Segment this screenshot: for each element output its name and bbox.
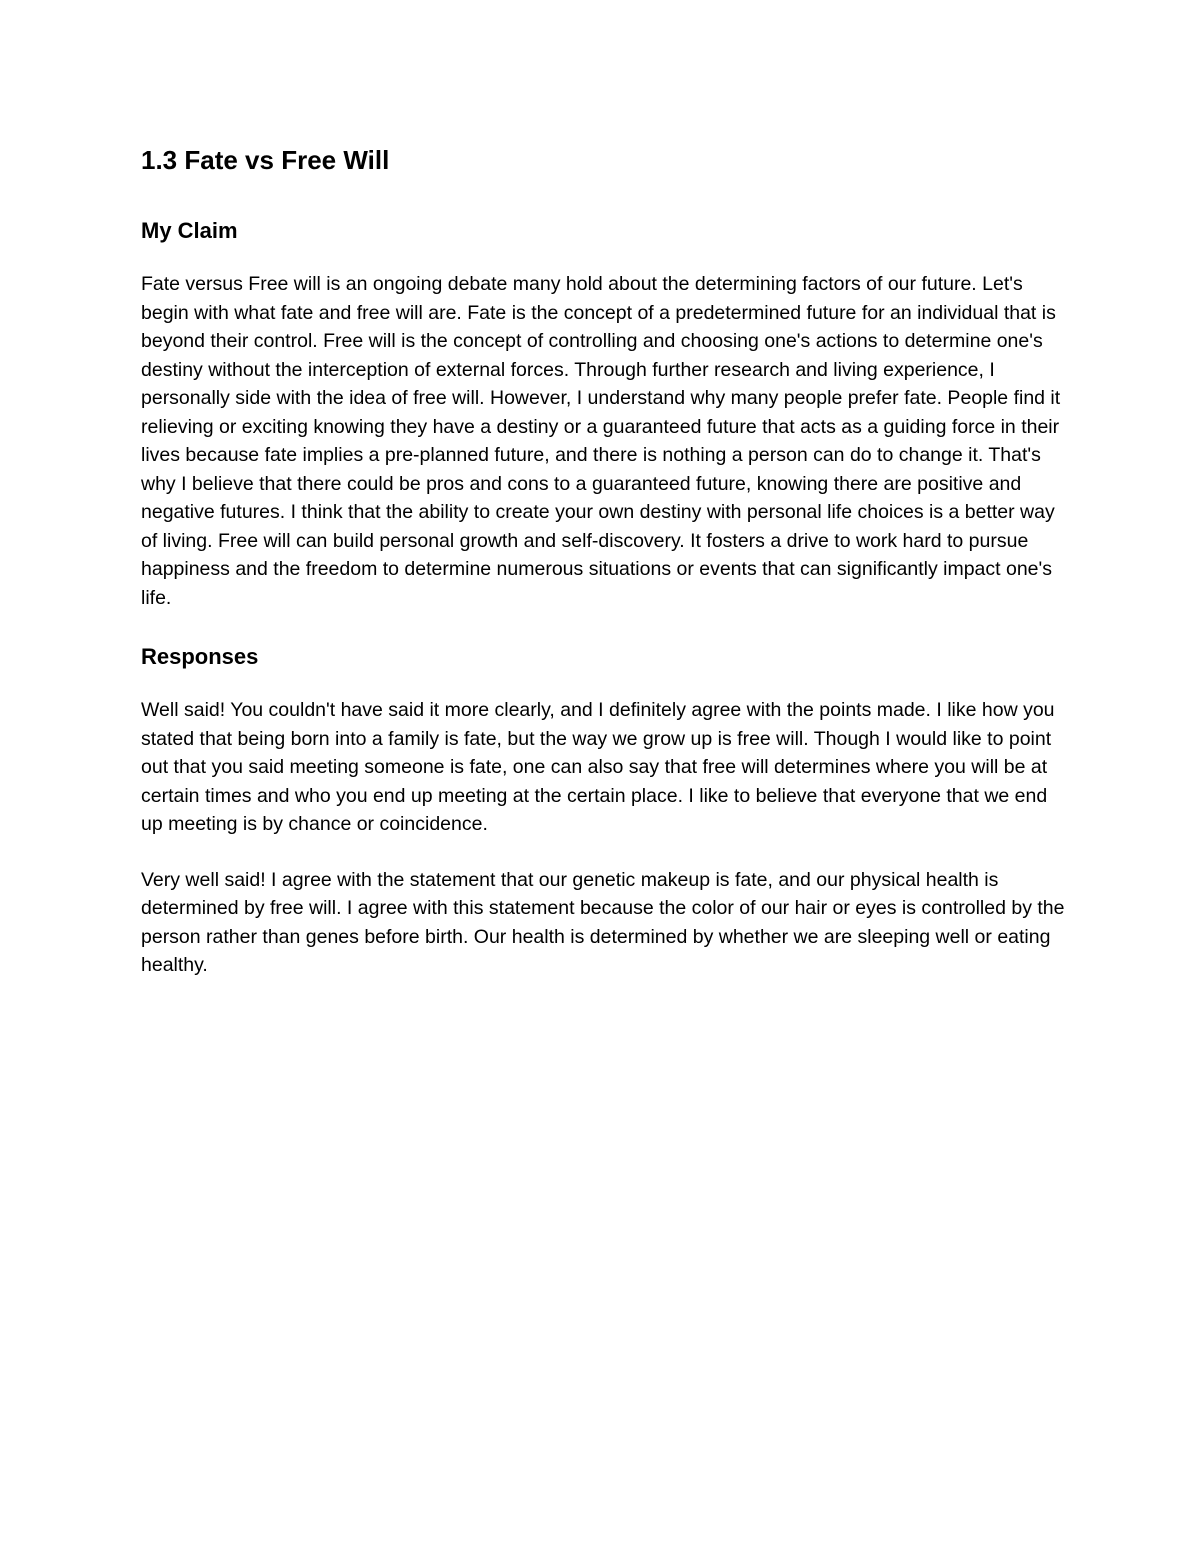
- document-page: [141, 138, 1066, 1007]
- response-paragraph-2: Very well said! I agree with the statement that our genetic makeup is fate, and our physical health is determined by free will. I agree with this statement because the color of our hair or eyes is controlled by the person rather than genes before birth. Our health is determined by whether we are sleeping well or eating healthy.: [141, 868, 1065, 976]
- claim-paragraph: Fate versus Free will is an ongoing debate many hold about the determining factors of our future. Let's begin with what fate and free will are. Fate is the concept of a predetermined future for an individual that is beyond their control. Free will is the concept of controlling and choosing one's actions to determine one's destiny without the interception of external forces. Through further research and living experience, I personally side with the idea of free will. However, I understand why many people prefer fate. People find it relieving or exciting knowing they have a destiny or a guaranteed future that acts as a guiding force in their lives because fate implies a pre-planned future, and there is nothing a person can do to change it. That's why I believe that there could be pros and cons to a guaranteed future, knowing there are positive and negative futures. I think that the ability to create your own destiny with personal life choices is a better way of living. Free will can build personal growth and self-discovery. It fosters a drive to work hard to pursue happiness and the freedom to determine numerous situations or events that can significantly impact one's life.: [141, 273, 1061, 609]
- document-title: 1.3 Fate vs Free Will: [141, 145, 390, 175]
- response-paragraph-1: Well said! You couldn't have said it more clearly, and I definitely agree with the points made. I like how you stated that being born into a family is fate, but the way we grow up is free will. Though I would like to point out that you said meeting someone is fate, one can also say that free will determines where you will be at certain times and who you end up meeting at the certain place. I like to believe that everyone that we end up meeting is by chance or coincidence.: [141, 699, 1055, 835]
- responses-heading: Responses: [141, 644, 259, 669]
- claim-heading: My Claim: [141, 218, 238, 243]
